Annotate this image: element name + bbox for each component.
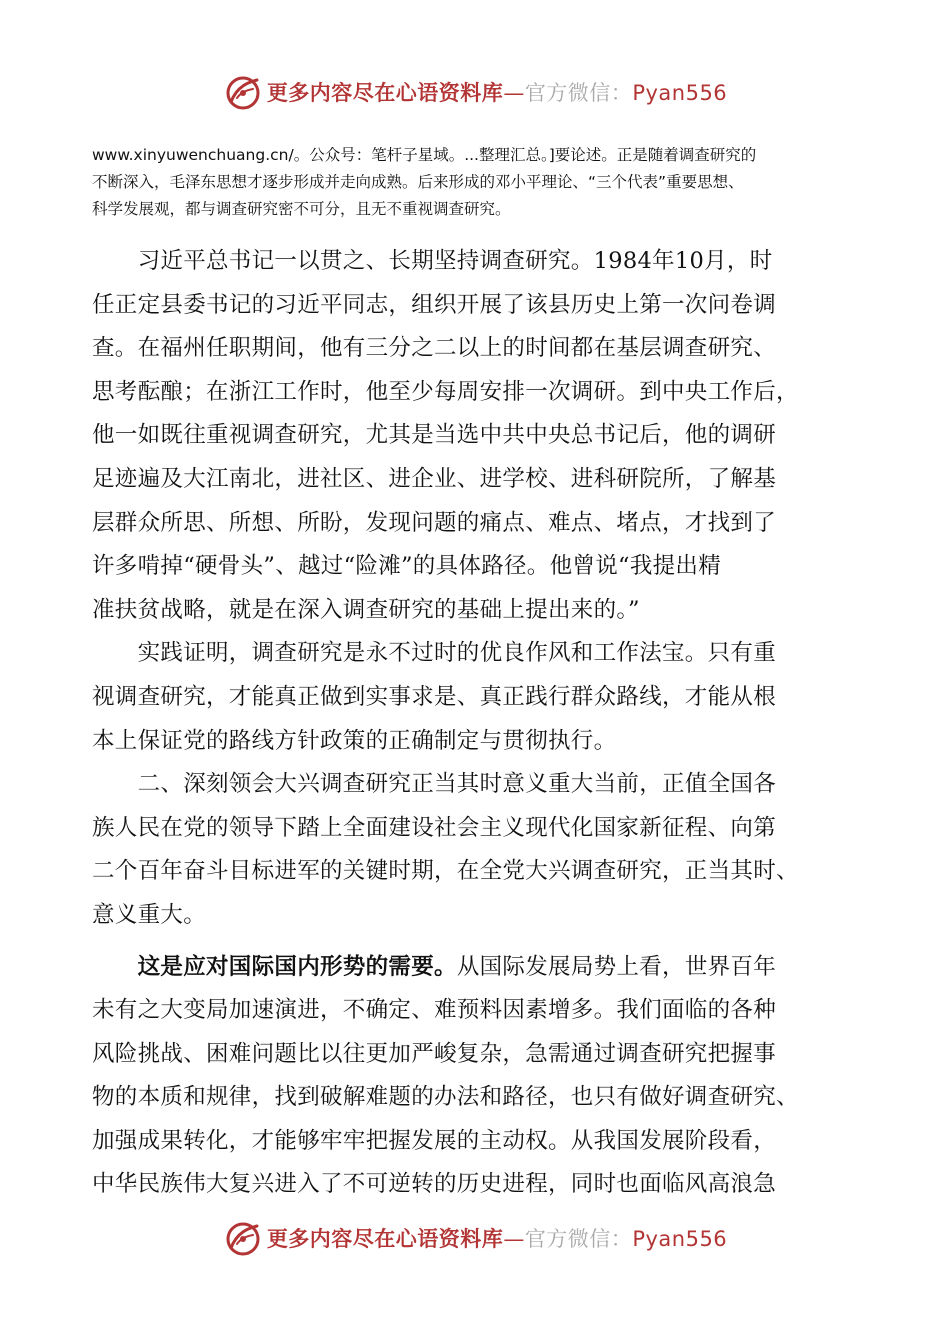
intro-line: 科学发展观，都与调查研究密不可分，且无不重视调查研究。 [92,200,511,218]
banner-sub-text: 官方微信： [524,81,633,105]
banner-main-text: 更多内容尽在心语资料库 [266,1227,504,1251]
text-line: 许多啃掉“硬骨头”、越过“险滩”的具体路径。他曾说“我提出精 [92,553,722,580]
text-line: 足迹遍及大江南北，进社区、进企业、进学校、进科研院所，了解基 [92,465,777,492]
banner-wechat-id: Pyan556 [632,81,728,105]
swirl-logo-icon [223,1218,263,1258]
text-line: 未有之大变局加速演进，不确定、难预料因素增多。我们面临的各种 [92,997,777,1024]
text-line: 准扶贫战略，就是在深入调查研究的基础上提出来的。” [92,596,640,623]
text-line: 二、深刻领会大兴调查研究正当其时意义重大当前，正值全国各 [92,771,777,798]
text-line: 习近平总书记一以贯之、长期坚持调查研究。1984年10月，时 [92,248,773,274]
paragraph-international-situation [92,946,882,1208]
bold-lead-sentence: 这是应对国际国内形势的需要。 [137,953,457,980]
text-line: 意义重大。 [92,901,207,928]
banner-text [267,1223,727,1253]
swirl-logo-icon [223,72,263,112]
text-line: 中华民族伟大复兴进入了不可逆转的历史进程，同时也面临风高浪急 [92,1171,777,1198]
text-line: 查。在福州任职期间，他有三分之二以上的时间都在基层调查研究、 [92,335,777,362]
text-line: 任正定县委书记的习近平同志，组织开展了该县历史上第一次问卷调 [92,291,777,318]
banner-dash: — [503,81,525,105]
text-line: 二个百年奋斗目标进军的关键时期，在全党大兴调查研究，正当其时、 [92,858,799,885]
text-line: 实践证明，调查研究是永不过时的优良作风和工作法宝。只有重 [92,640,777,667]
banner-dash: — [503,1227,525,1251]
banner-text [267,77,727,107]
text-line [92,946,882,990]
footer-watermark-banner [0,1216,950,1260]
text-line: 层群众所思、所想、所盼，发现问题的痛点、难点、堵点，才找到了 [92,509,777,536]
first-line-rest: 从国际发展局势上看，世界百年 [456,953,777,980]
text-line: 思考酝酿；在浙江工作时，他至少每周安排一次调研。到中央工作后， [92,378,799,405]
text-line: 视调查研究，才能真正做到实事求是、真正践行群众路线，才能从根 [92,683,777,710]
intro-paragraph [92,142,862,223]
text-line: 他一如既往重视调查研究，尤其是当选中共中央总书记后，他的调研 [92,422,777,449]
intro-line: www.xinyuwenchuang.cn/。公众号：笔杆子星域。...整理汇总。]要论述。正是随着调查研究的 [92,146,757,164]
banner-sub-text: 官方微信： [524,1227,633,1251]
text-line: 物的本质和规律，找到破解难题的办法和路径，也只有做好调查研究、 [92,1084,799,1111]
document-body [92,240,882,1207]
banner-wechat-id: Pyan556 [632,1227,728,1251]
text-line: 加强成果转化，才能够牢牢把握发展的主动权。从我国发展阶段看， [92,1127,777,1154]
paragraph-practice-proves [92,632,882,763]
header-watermark-banner [0,70,950,114]
paragraph-section-two [92,763,882,937]
intro-line: 不断深入，毛泽东思想才逐步形成并走向成熟。后来形成的邓小平理论、“三个代表”重要思想、 [92,173,744,191]
text-line: 族人民在党的领导下踏上全面建设社会主义现代化国家新征程、向第 [92,814,777,841]
text-line: 本上保证党的路线方针政策的正确制定与贯彻执行。 [92,727,617,754]
paragraph-xi-research [92,240,882,632]
banner-main-text: 更多内容尽在心语资料库 [266,81,504,105]
text-line: 风险挑战、困难问题比以往更加严峻复杂，急需通过调查研究把握事 [92,1040,777,1067]
